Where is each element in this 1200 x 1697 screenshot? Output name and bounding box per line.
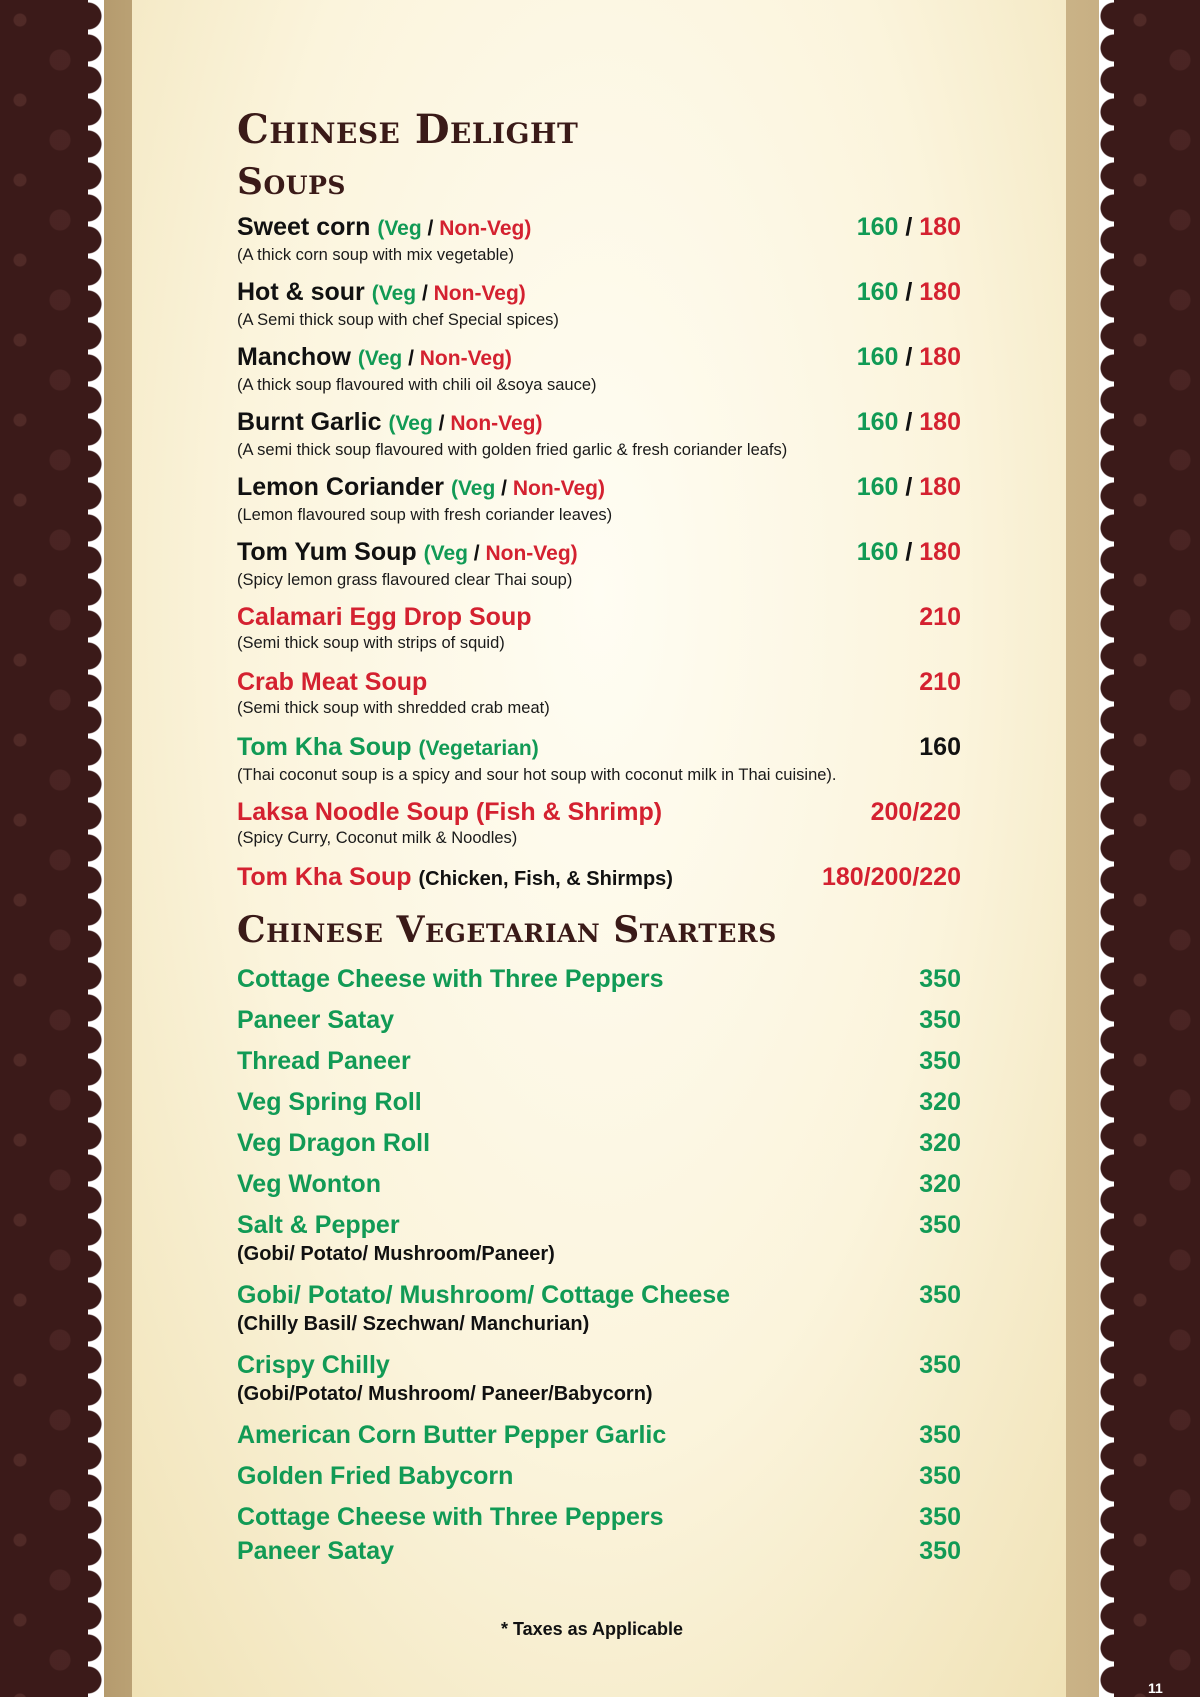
nonveg-tag: Non-Veg (512, 477, 598, 500)
item-name: Tom Yum Soup (237, 538, 417, 566)
menu-item (237, 732, 961, 797)
item-price: 350 (919, 1281, 961, 1309)
soups-list (237, 212, 961, 602)
item-name: Cottage Cheese with Three Peppers (237, 1503, 664, 1531)
menu-item (237, 1210, 961, 1280)
item-price: 350 (919, 1351, 961, 1379)
item-description: (Semi thick soup with strips of squid) (237, 634, 505, 652)
menu-content (237, 106, 961, 1577)
starters-list (237, 964, 961, 1577)
veg-price: 160 (856, 278, 899, 306)
item-price: 350 (919, 1047, 961, 1075)
item-price: 350 (919, 1462, 961, 1490)
item-description: (A Semi thick soup with chef Special spices) (237, 311, 559, 329)
nonveg-price: 180 (919, 408, 961, 436)
menu-item (237, 1005, 961, 1046)
soups-heading: Soups (237, 161, 346, 203)
veg-price: 160 (856, 343, 899, 371)
item-note: (Chicken, Fish, & Shirmps) (418, 868, 673, 890)
item-name: Crab Meat Soup (237, 668, 428, 696)
item-name: Hot & sour (237, 278, 365, 306)
starters-heading: Chinese Vegetarian Starters (237, 909, 777, 951)
menu-item (237, 1350, 961, 1420)
menu-item (237, 602, 961, 667)
menu-item: Burnt Garlic (Veg / Non-Veg) 160 / 180 (A semi thick soup flavoured with golden fried garlic & fresh coriander leafs) (237, 408, 961, 459)
item-name: Cottage Cheese with Three Peppers (237, 965, 664, 993)
item-name: Crispy Chilly (237, 1351, 390, 1379)
item-price: 200/220 (870, 798, 961, 826)
veg-tag: (Vegetarian) (418, 737, 539, 760)
menu-item: Tom Yum Soup (Veg / Non-Veg) 160 / 180 (Spicy lemon grass flavoured clear Thai soup) (237, 538, 961, 589)
nonveg-tag: Non-Veg (433, 282, 519, 305)
item-name: Tom Kha Soup (237, 733, 412, 761)
menu-item (237, 1169, 961, 1210)
item-description: (Thai coconut soup is a spicy and sour hot soup with coconut milk in Thai cuisine). (237, 766, 837, 784)
page-number: 11 (1148, 1680, 1163, 1696)
nonveg-price: 180 (919, 538, 961, 566)
veg-tag: Veg (384, 217, 422, 240)
veg-tag: Veg (430, 542, 468, 565)
menu-item (237, 1087, 961, 1128)
item-description: (Gobi/ Potato/ Mushroom/Paneer) (237, 1243, 555, 1265)
menu-item: Sweet corn (Veg / Non-Veg) 160 / 180 (A thick corn soup with mix vegetable) (237, 213, 961, 264)
item-price: 320 (919, 1170, 961, 1198)
nonveg-price: 180 (919, 343, 961, 371)
item-name: Paneer Satay (237, 1537, 395, 1565)
veg-tag: Veg (364, 347, 403, 370)
veg-tag: Veg (457, 477, 496, 500)
menu-item: Lemon Coriander (Veg / Non-Veg) 160 / 180 (Lemon flavoured soup with fresh coriander leaves) (237, 473, 961, 524)
menu-item (237, 797, 961, 862)
item-price: 320 (919, 1088, 961, 1116)
menu-item (237, 1461, 961, 1502)
nonveg-tag: Non-Veg (450, 412, 536, 435)
item-description: (A semi thick soup flavoured with golden fried garlic & fresh coriander leafs) (237, 441, 788, 459)
item-price: 210 (919, 668, 961, 696)
item-description: (Lemon flavoured soup with fresh coriander leaves) (237, 506, 613, 524)
veg-tag: Veg (395, 412, 433, 435)
item-price: 350 (919, 1503, 961, 1531)
nonveg-price: 180 (919, 473, 961, 501)
tax-footnote: * Taxes as Applicable (500, 1619, 684, 1639)
menu-item (237, 1502, 961, 1536)
item-name: Thread Paneer (237, 1047, 411, 1075)
item-price: 320 (919, 1129, 961, 1157)
item-description: (Spicy lemon grass flavoured clear Thai soup) (237, 571, 573, 589)
item-name: Tom Kha Soup (237, 863, 412, 891)
item-price: 350 (919, 1421, 961, 1449)
item-description: (Spicy Curry, Coconut milk & Noodles) (237, 829, 518, 847)
item-price: 180/200/220 (821, 863, 961, 891)
item-price: 350 (919, 965, 961, 993)
item-name: Veg Wonton (237, 1170, 381, 1198)
item-name: Veg Dragon Roll (237, 1129, 431, 1157)
menu-item (237, 1128, 961, 1169)
item-name: Burnt Garlic (237, 408, 382, 436)
item-name: Manchow (237, 343, 351, 371)
item-name: Laksa Noodle Soup (Fish & Shrimp) (237, 798, 663, 826)
nonveg-price: 180 (919, 213, 961, 241)
menu-item (237, 862, 961, 906)
item-description: (Semi thick soup with shredded crab meat) (237, 699, 550, 717)
item-description: (A thick soup flavoured with chili oil &soya sauce) (237, 376, 597, 394)
item-price: 350 (919, 1537, 961, 1565)
menu-item (237, 1280, 961, 1350)
menu-item: Hot & sour (Veg / Non-Veg) 160 / 180 (A Semi thick soup with chef Special spices) (237, 278, 961, 329)
menu-item (237, 667, 961, 732)
nonveg-tag: Non-Veg (439, 217, 525, 240)
nonveg-tag: Non-Veg (485, 542, 571, 565)
menu-item (237, 1536, 961, 1577)
menu-item (237, 1420, 961, 1461)
veg-price: 160 (856, 473, 899, 501)
item-name: Sweet corn (237, 213, 371, 241)
veg-tag: Veg (378, 282, 417, 305)
item-name: Veg Spring Roll (237, 1088, 422, 1116)
page-title: Chinese Delight (237, 106, 579, 153)
veg-price: 160 (856, 538, 899, 566)
item-name: Calamari Egg Drop Soup (237, 603, 532, 631)
item-price: 350 (919, 1006, 961, 1034)
item-name: American Corn Butter Pepper Garlic (237, 1421, 667, 1449)
menu-item (237, 1046, 961, 1087)
item-price: 210 (919, 603, 961, 631)
item-name: Paneer Satay (237, 1006, 395, 1034)
item-description: (A thick corn soup with mix vegetable) (237, 246, 514, 264)
veg-price: 160 (856, 408, 899, 436)
menu-item (237, 964, 961, 1005)
item-name: Golden Fried Babycorn (237, 1462, 514, 1490)
item-name: Gobi/ Potato/ Mushroom/ Cottage Cheese (237, 1281, 731, 1309)
nonveg-tag: Non-Veg (419, 347, 505, 370)
item-name: Lemon Coriander (237, 473, 444, 501)
menu-item: Manchow (Veg / Non-Veg) 160 / 180 (A thick soup flavoured with chili oil &soya sauce) (237, 343, 961, 394)
item-price: 350 (919, 1211, 961, 1239)
veg-price: 160 (856, 213, 899, 241)
item-description: (Chilly Basil/ Szechwan/ Manchurian) (237, 1313, 590, 1335)
item-price: 160 (919, 733, 961, 761)
item-name: Salt & Pepper (237, 1211, 400, 1239)
nonveg-price: 180 (919, 278, 961, 306)
item-description: (Gobi/Potato/ Mushroom/ Paneer/Babycorn) (237, 1383, 653, 1405)
